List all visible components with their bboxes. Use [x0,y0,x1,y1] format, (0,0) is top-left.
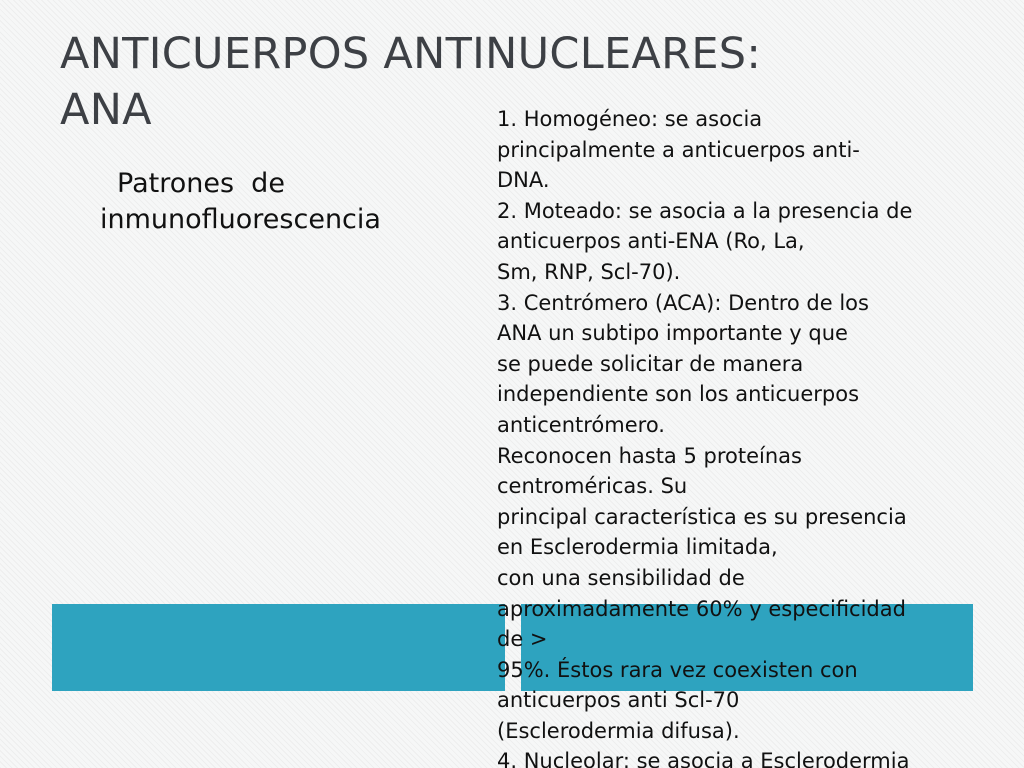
body-line: anticuerpos anti-ENA (Ro, La, [497,229,805,254]
body-line: independiente son los anticuerpos [497,382,860,407]
body-line: 2. Moteado: se asocia a la presencia de [497,198,913,223]
body-line: principal característica es su presencia [497,504,907,529]
body-line: 4. Nucleolar: se asocia a Esclerodermia [497,749,910,768]
body-line: anticuerpos anti Scl-70 [497,688,740,713]
body-line: se puede solicitar de manera [497,351,804,376]
body-line: de > [497,627,548,652]
body-line: Reconocen hasta 5 proteínas [497,443,802,468]
slide-title-line2: ANA [60,85,152,135]
body-line: (Esclerodermia difusa). [497,718,740,743]
body-line: DNA. [497,168,550,193]
section-label [100,166,470,238]
section-label-line1: Patrones de [117,168,285,199]
slide-title-line1: ANTICUERPOS ANTINUCLEARES: [60,29,762,79]
body-text [497,104,987,768]
body-line: aproximadamente 60% y especificidad [497,596,906,621]
body-line: anticentrómero. [497,412,665,437]
body-line: con una sensibilidad de [497,565,745,590]
section-label-line2: inmunofluorescencia [100,204,381,235]
body-line: centroméricas. Su [497,474,688,499]
body-line: 1. Homogéneo: se asocia [497,107,763,131]
body-line: ANA un subtipo importante y que [497,321,848,346]
body-line: principalmente a anticuerpos anti- [497,137,860,162]
body-line: 95%. Éstos rara vez coexisten con [497,657,858,682]
accent-band-left [52,604,505,691]
body-line: 3. Centrómero (ACA): Dentro de los [497,290,869,315]
body-line: Sm, RNP, Scl-70). [497,259,681,284]
body-line: en Esclerodermia limitada, [497,535,778,560]
